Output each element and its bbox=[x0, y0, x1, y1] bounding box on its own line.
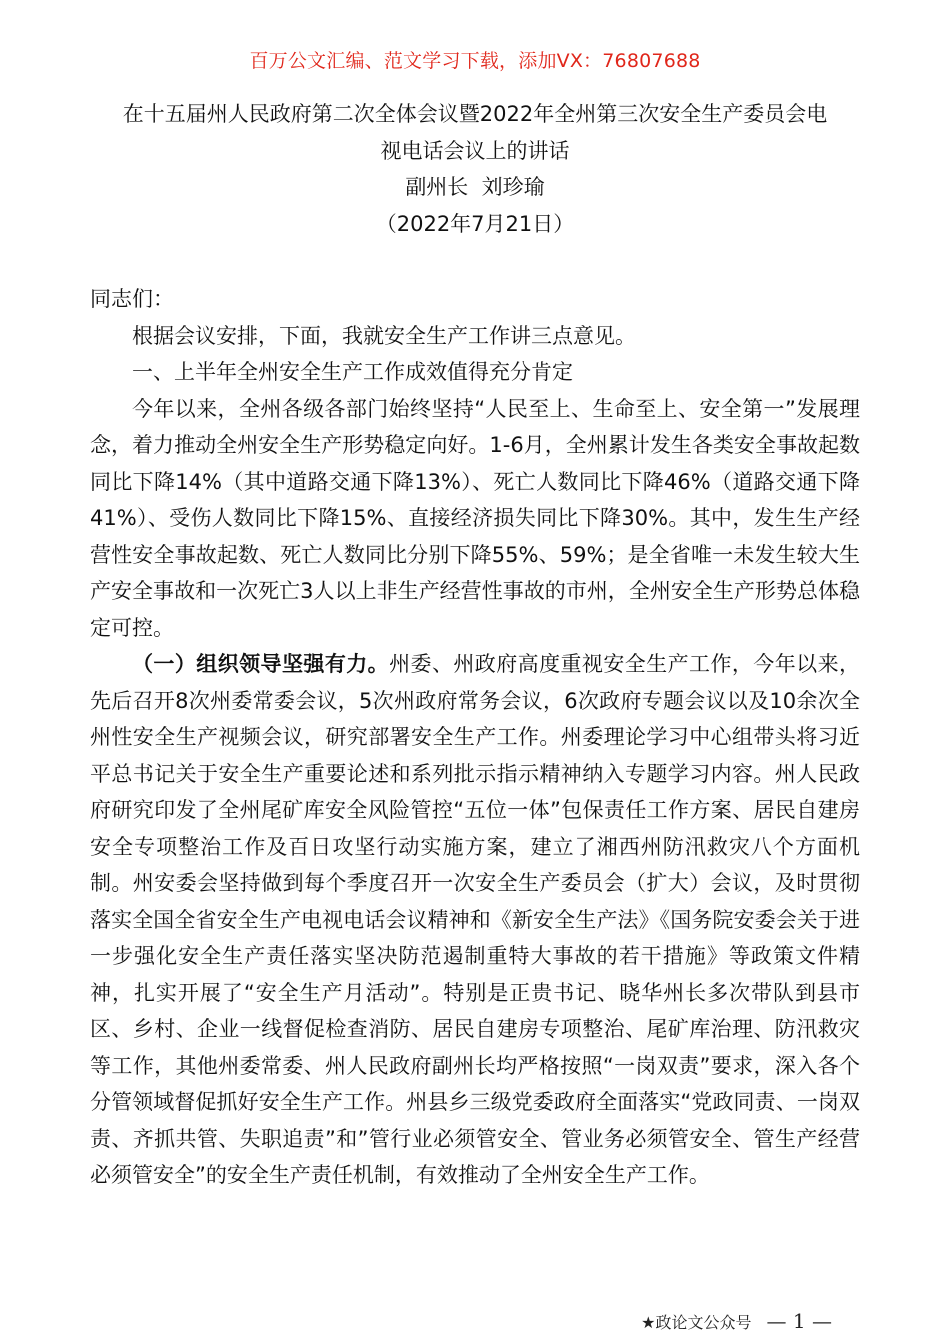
promo-banner: 百万公文汇编、范文学习下载，添加VX：76807688 bbox=[249, 50, 701, 72]
subsection-1-heading: （一）组织领导坚强有力。 bbox=[132, 652, 390, 676]
intro-paragraph: 根据会议安排，下面，我就安全生产工作讲三点意见。 bbox=[132, 323, 636, 348]
speaker-line: 副州长 刘珍瑜 bbox=[405, 175, 545, 199]
subsection-1-text: 州委、州政府高度重视安全生产工作，今年以来，先后召开8次州委常委会议，5次州政府常务会议，6次政府专题会议以及10余次全州性安全生产视频会议，研究部署安全生产工作。州委理论学习中心组带头将习近平总书记关于安全生产重要论述和系列批示指示精神纳入专题学习内容。州人民政府研究印发了全州尾矿库安全风险管控“五位一体”包保责任工作方案、居民自建房安全专项整治工作及百日攻坚行动实施方案，建立了湘西州防汛救灾八个方面机制。州安委会坚持做到每个季度召开一次安全生产委员会（扩大）会议，及时贯彻落实全国全省安全生产电视电话会议精神和《新安全生产法》《国务院安委会关于进一步强化安全生产责任落实坚决防范遏制重特大事故的若干措施》等政策文件精神，扎实开展了“安全生产月活动”。特别是正贵书记、晓华州长多次带队到县市区、乡村、企业一线督促检查消防、居民自建房专项整治、尾矿库治理、防汛救灾等工作，其他州委常委、州人民政府副州长均严格按照“一岗双责”要求，深入各个分管领域督促抓好安全生产工作。州县乡三级党委政府全面落实“党政同责、一岗双责、齐抓共管、失职追责”和”管行业必须管安全、管业务必须管安全、管生产经营必须管安全”的安全生产责任机制，有效推动了全州安全生产工作。 bbox=[90, 652, 861, 1187]
page-number: — 1 — bbox=[766, 1309, 832, 1333]
speech-body bbox=[90, 281, 860, 1194]
footer-source: ★政论文公众号 bbox=[641, 1313, 752, 1332]
speech-title-block bbox=[90, 96, 860, 242]
salutation: 同志们： bbox=[90, 287, 174, 311]
page-footer bbox=[641, 1309, 832, 1333]
title-line-2: 视电话会议上的讲话 bbox=[380, 138, 570, 163]
title-line-1: 在十五届州人民政府第二次全体会议暨2022年全州第三次安全生产委员会电 bbox=[122, 102, 828, 126]
speech-date: （2022年7月21日） bbox=[375, 211, 575, 236]
subsection-1-paragraph bbox=[90, 646, 860, 1194]
section-1-heading: 一、上半年全州安全生产工作成效值得充分肯定 bbox=[132, 360, 573, 384]
section-1-paragraph: 今年以来，全州各级各部门始终坚持“人民至上、生命至上、安全第一”发展理念，着力推动全州安全生产形势稳定向好。1-6月，全州累计发生各类安全事故起数同比下降14%（其中道路交通下降13%）、死亡人数同比下降46%（道路交通下降41%）、受伤人数同比下降15%、直接经济损失同比下降30%。其中，发生生产经营性安全事故起数、死亡人数同比分别下降55%、59%；是全省唯一未发生较大生产安全事故和一次死亡3人以上非生产经营性事故的市州，全州安全生产形势总体稳定可控。 bbox=[90, 396, 860, 640]
